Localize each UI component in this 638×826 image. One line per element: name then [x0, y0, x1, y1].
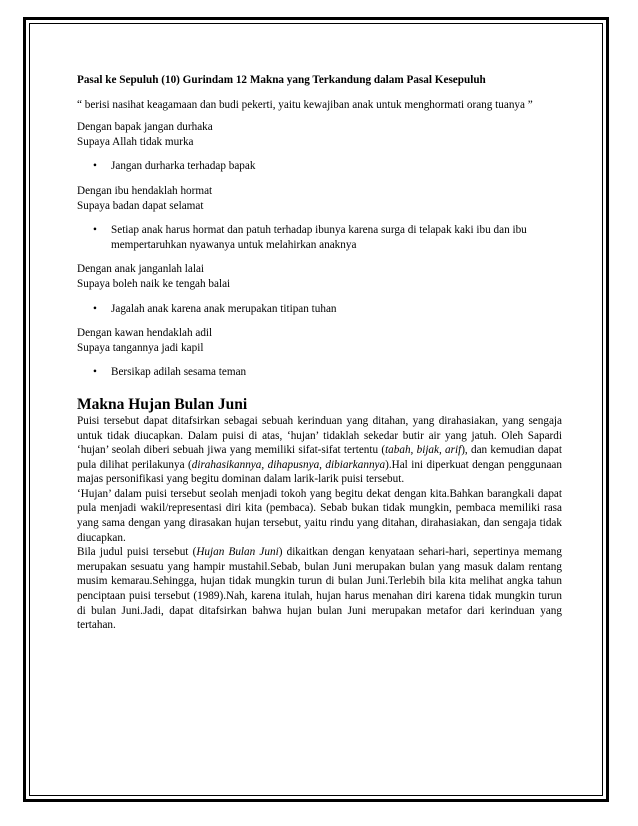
document-body: [77, 73, 562, 633]
stanza-1: [77, 120, 562, 149]
stanza-4-meaning: [77, 365, 562, 380]
paragraph-1-text-c: ).Hal ini diperkuat dengan penggunaan majas personifikasi yang begitu dominan dalam larik-larik puisi tersebut.: [77, 458, 562, 486]
stanza-line: Dengan kawan hendaklah adil: [77, 327, 213, 340]
list-item: [77, 302, 562, 317]
paragraph-3-italic: Hujan Bulan Juni: [196, 546, 279, 559]
list-item: [77, 159, 562, 174]
paragraph-1-italic-a: tabah, bijak, arif: [385, 444, 462, 457]
stanza-line: Supaya Allah tidak murka: [77, 135, 194, 148]
paragraph-1-italic-b: dirahasikannya, dihapusnya, dibiarkannya: [191, 458, 386, 471]
stanza-2: [77, 184, 562, 213]
bullet-icon: •: [93, 224, 97, 237]
section-title: Makna Hujan Bulan Juni: [77, 395, 248, 413]
stanza-line: Dengan ibu hendaklah hormat: [77, 184, 213, 197]
bullet-text: Setiap anak harus hormat dan patuh terhadap ibunya karena surga di telapak kaki ibu dan ibu mempertaruhkan nyawanya untuk melahirkan anaknya: [111, 224, 527, 251]
stanza-line: Supaya badan dapat selamat: [77, 199, 204, 212]
bullet-icon: •: [93, 366, 97, 379]
stanza-line: Supaya boleh naik ke tengah balai: [77, 277, 231, 290]
stanza-line: Dengan bapak jangan durhaka: [77, 121, 213, 134]
bullet-text: Jangan durharka terhadap bapak: [111, 160, 256, 173]
paragraph-2: ‘Hujan’ dalam puisi tersebut seolah menjadi tokoh yang begitu dekat dengan kita.Bahkan barangkali dapat pula menjadi wakil/representasi diri kita (pembaca). Sebab bukan tidak mungkin, pembaca memiliki rasa yang sama dengan yang dirasakan hujan tersebut, yaitu rindu yang ditahan, dirahasiakan, dan sengaja tidak diucapkan.: [77, 487, 562, 544]
paragraph-3-text-b: ) dikaitkan dengan kenyataan sehari-hari, sepertinya memang merupakan sesuatu yang hampir mustahil.Sebab, bulan Juni merupakan bulan yang masuk dalam rentang musim kemarau.Sehingga, hujan tidak mungkin turun di bulan Juni.Terlebih bila kita melihat angka tahun penciptaan puisi tersebut (1989).Nah, karena itulah, hujan harus menahan diri karena tidak mungkin turun di bulan Juni.Jadi, dapat ditafsirkan bahwa hujan bulan Juni merupakan metafor dari kerinduan yang tertahan.: [77, 546, 562, 632]
stanza-4: [77, 326, 562, 355]
list-item: [77, 223, 562, 252]
list-item: [77, 365, 562, 380]
paragraph-3: [77, 545, 562, 633]
stanza-3: [77, 262, 562, 291]
document-heading: Pasal ke Sepuluh (10) Gurindam 12 Makna yang Terkandung dalam Pasal Kesepuluh: [77, 74, 486, 86]
stanza-1-meaning: [77, 159, 562, 174]
bullet-icon: •: [93, 160, 97, 173]
paragraph-1-text-a: Puisi tersebut dapat ditafsirkan sebagai sebuah kerinduan yang ditahan, yang dirahasiakan, yang sengaja untuk tidak diucapkan. Dalam puisi di atas, ‘hujan’ tidaklah sekedar butir air yang jatuh. Oleh Sapardi ‘hujan’ seolah diberi sebuah jiwa yang memiliki sifat-sifat tertentu (: [77, 414, 562, 457]
bullet-text: Jagalah anak karena anak merupakan titipan tuhan: [111, 302, 337, 315]
bullet-icon: •: [93, 302, 97, 315]
paragraph-1-text-b: ), dan kemudian dapat pula dilihat perilakunya (: [77, 444, 562, 471]
bullet-text: Bersikap adilah sesama teman: [111, 366, 247, 379]
paragraph-3-text-a: Bila judul puisi tersebut (: [77, 546, 197, 559]
stanza-3-meaning: [77, 302, 562, 317]
intro-paragraph: “ berisi nasihat keagamaan dan budi pekerti, yaitu kewajiban anak untuk menghormati orang tuanya ”: [77, 98, 533, 111]
stanza-line: Dengan anak janganlah lalai: [77, 263, 205, 276]
stanza-line: Supaya tangannya jadi kapil: [77, 341, 204, 354]
paragraph-1: [77, 414, 562, 487]
stanza-2-meaning: [77, 223, 562, 252]
